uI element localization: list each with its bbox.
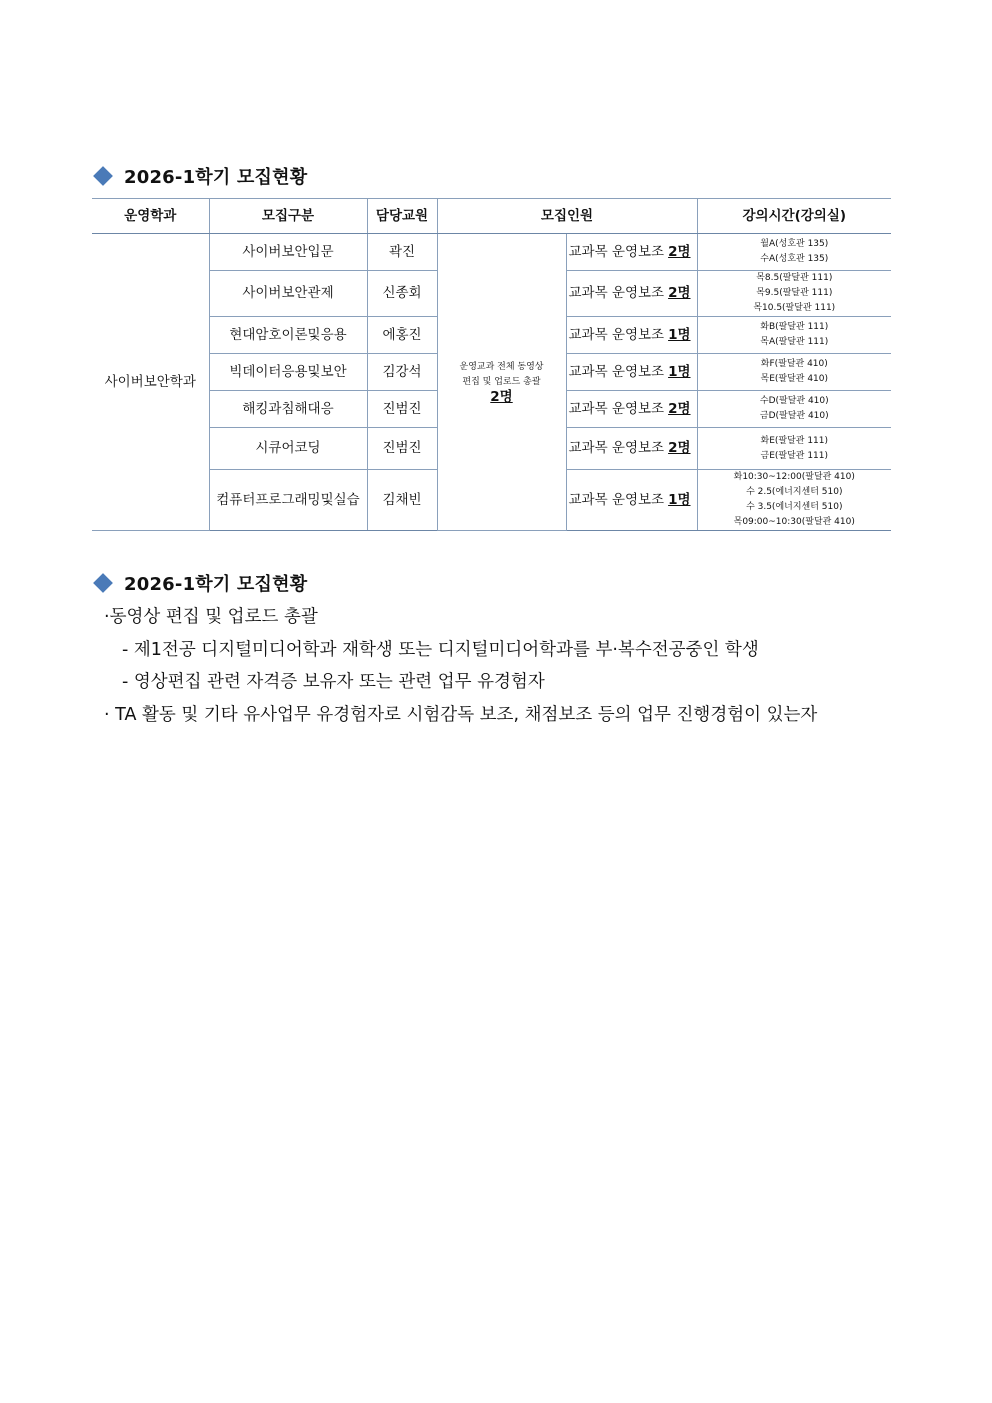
recruit-count: 2명 [668,440,691,456]
recruit-cell [566,354,697,391]
recruit-label: 교과목 운영보조 [568,491,665,508]
table-row [92,234,891,271]
lecture-time-line: 수 2.5(에너지센터 510) [746,487,843,497]
lecture-time-line: 수D(팔달관 410) [759,396,829,406]
overall-recruit-line1: 운영교과 전체 동영상 [459,361,544,372]
course-cell: 시큐어코딩 [209,428,367,470]
lecture-time-line: 목10.5(팔달관 111) [753,303,836,313]
lecture-time-line: 화F(팔달관 410) [760,359,828,369]
table-header-row [92,199,891,234]
lecture-time-line: 목8.5(팔달관 111) [756,273,833,283]
recruit-label: 교과목 운영보조 [568,285,665,301]
diamond-bullet-icon [93,573,113,593]
course-cell: 사이버보안입문 [209,234,367,271]
recruit-cell [566,428,697,470]
header-professor: 담당교원 [367,199,437,234]
diamond-bullet-icon [93,166,113,186]
recruit-label: 교과목 운영보조 [568,400,665,417]
header-recruit: 모집인원 [437,199,697,234]
course-cell: 빅데이터응용및보안 [209,354,367,391]
requirement-item: ·동영상 편집 및 업로드 총괄 [104,607,318,627]
lecture-time-line: 목E(팔달관 410) [760,374,829,384]
professor-cell: 김강석 [367,354,437,391]
section-title-2 [92,570,307,596]
recruit-cell [566,470,697,531]
header-lecture-time: 강의시간(강의실) [697,199,891,234]
lecture-time-cell [697,317,891,354]
recruit-count: 2명 [668,285,691,301]
department-cell: 사이버보안학과 [92,234,209,531]
lecture-time-cell [697,391,891,428]
section-title-2-text: 2026-1학기 모집현황 [124,574,308,595]
overall-recruit-cell [437,234,566,531]
recruit-cell [566,391,697,428]
section-title-1-text: 2026-1학기 모집현황 [124,167,308,188]
recruit-cell [566,271,697,317]
overall-recruit-count: 2명 [490,388,513,405]
requirement-item: · TA 활동 및 기타 유사업무 유경험자로 시험감독 보조, 채점보조 등의 업무 진행경험이 있는자 [104,705,818,725]
header-department: 운영학과 [92,199,209,234]
recruit-label: 교과목 운영보조 [568,440,665,456]
header-category: 모집구분 [209,199,367,234]
lecture-time-cell [697,428,891,470]
recruit-count: 1명 [668,491,691,508]
lecture-time-line: 목09:00~10:30(팔달관 410) [733,517,855,527]
course-cell: 해킹과침해대응 [209,391,367,428]
course-cell: 사이버보안관제 [209,271,367,317]
lecture-time-line: 월A(성호관 135) [760,239,829,249]
recruit-label: 교과목 운영보조 [568,243,665,260]
lecture-time-line: 금E(팔달관 111) [760,450,829,461]
lecture-time-line: 수A(성호관 135) [760,254,829,264]
lecture-time-cell [697,271,891,317]
professor-cell: 곽진 [367,234,437,271]
course-cell: 컴퓨터프로그래밍및실습 [209,470,367,531]
professor-cell: 에홍진 [367,317,437,354]
lecture-time-line: 목A(팔달관 111) [760,337,829,347]
recruit-count: 2명 [668,400,691,417]
lecture-time-cell [697,234,891,271]
lecture-time-line: 화E(팔달관 111) [760,435,829,446]
professor-cell: 김채빈 [367,470,437,531]
lecture-time-line: 화B(팔달관 111) [760,322,829,332]
overall-recruit-line2: 편집 및 업로드 총괄 [462,376,541,387]
requirement-item: - 제1전공 디지털미디어학과 재학생 또는 디지털미디어학과를 부·복수전공중인 학생 [122,640,759,660]
recruit-cell [566,317,697,354]
requirement-item: - 영상편집 관련 자격증 보유자 또는 관련 업무 유경험자 [122,672,545,692]
lecture-time-line: 목9.5(팔달관 111) [756,288,833,298]
lecture-time-cell [697,470,891,531]
section-title-1 [92,163,307,189]
lecture-time-cell [697,354,891,391]
recruit-count: 1명 [668,326,691,343]
professor-cell: 신종회 [367,271,437,317]
recruit-cell [566,234,697,271]
recruit-count: 1명 [668,363,691,380]
course-cell: 현대암호이론및응용 [209,317,367,354]
recruit-count: 2명 [668,243,691,260]
lecture-time-line: 수 3.5(에너지센터 510) [746,502,843,512]
professor-cell: 진범진 [367,391,437,428]
lecture-time-line: 금D(팔달관 410) [759,411,829,421]
professor-cell: 진범진 [367,428,437,470]
recruitment-table [92,198,891,531]
recruit-label: 교과목 운영보조 [568,326,665,343]
recruit-label: 교과목 운영보조 [568,363,665,380]
lecture-time-line: 화10:30~12:00(팔달관 410) [733,472,855,482]
